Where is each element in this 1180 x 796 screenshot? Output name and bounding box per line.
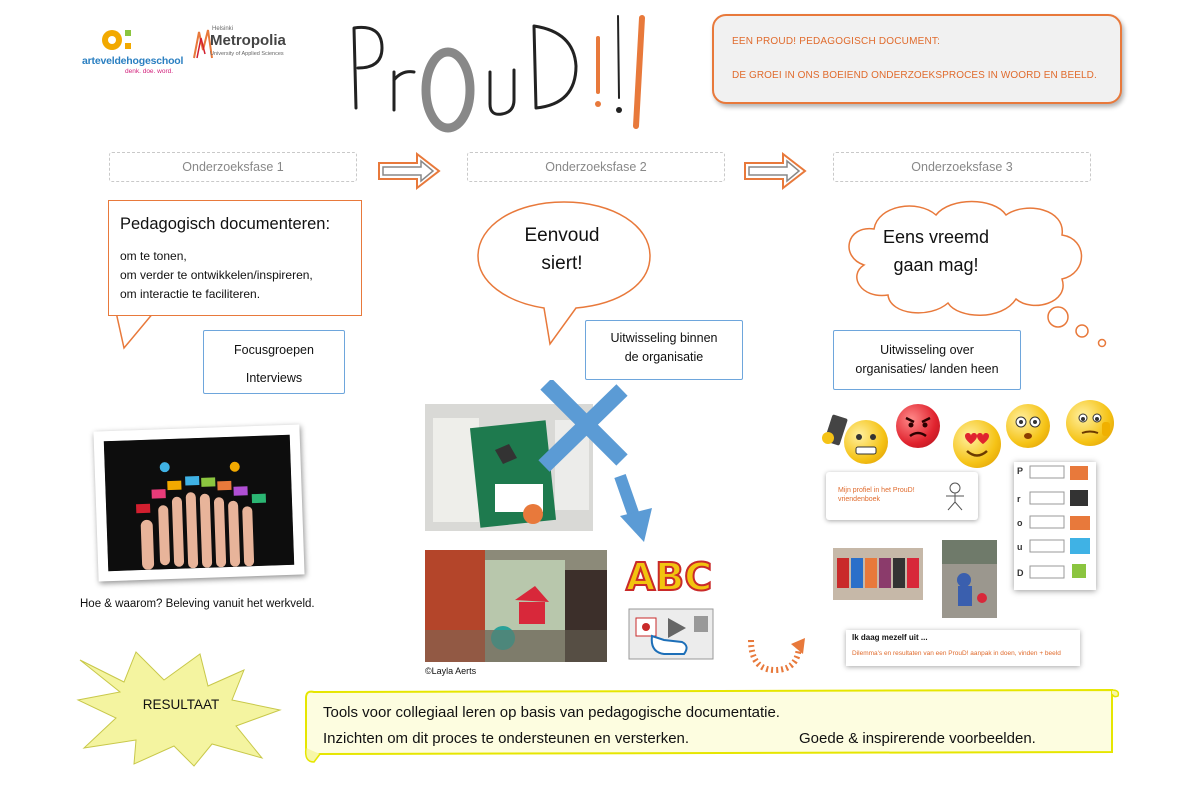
coats-image [833,548,923,600]
callout-line: om te tonen, [120,249,187,263]
cloud-line: gaan mag! [893,255,979,275]
callout-tail [114,312,194,352]
outdoor-image [942,540,997,618]
profile-card-text: Mijn profiel in het ProuD! vriendenboek [838,487,915,503]
proud-title [344,8,664,136]
emoji-heart-eyes-icon [953,420,1001,468]
pedagogisch-callout [108,200,362,316]
svg-text:P: P [1017,466,1024,476]
thought-cloud-text [876,223,996,279]
figure-icon [940,480,970,512]
challenge-subtitle: Dilemma's en resultaten van een ProuD! aanpak in doen, vinden + beeld [852,650,1061,657]
right-arrow-icon [743,152,807,190]
metropolia-city: Helsinki [212,26,234,32]
challenge-card [846,630,1080,666]
artevelde-logo [82,28,184,83]
outdoor-photo [942,540,997,618]
photo-credit: ©Layla Aerts [425,666,477,676]
artevelde-mark-icon [102,28,132,52]
exchange-within-line: de organisatie [624,350,704,364]
callout-lines [120,247,313,304]
abc-icon [623,552,715,598]
header-line-1: EEN PROUD! PEDAGOGISCH DOCUMENT: [732,36,941,47]
result-line-2: Inzichten om dit proces te ondersteunen en versterken. [323,730,690,747]
exchange-across-line: Uitwisseling over [880,343,974,357]
result-scroll [300,686,1120,766]
bubble-line: siert! [541,253,583,274]
child-photo [425,550,607,662]
child-image [425,550,607,662]
phase-2-label: Onderzoeksfase 2 [467,152,725,182]
hands-image [104,435,294,571]
exchange-within-line: Uitwisseling binnen [610,331,718,345]
profile-card [826,472,978,520]
metropolia-logo [192,26,292,84]
bubble-line: Eenvoud [524,225,600,246]
hands-photo [93,424,304,581]
exchange-within-box [585,320,743,380]
phase-1-caption: Hoe & waarom? Beleving vanuit het werkveld. [80,598,315,610]
artevelde-tagline: denk. doe. word. [125,68,174,75]
emoji-thinking-icon [1006,404,1050,448]
speech-bubble-text [492,222,632,278]
challenge-title: Ik daag mezelf uit ... [852,633,928,642]
header-line-2: DE GROEI IN ONS BOEIEND ONDERZOEKSPROCES IN WOORD EN BEELD. [732,70,1097,81]
result-label: RESULTAAT [142,697,220,712]
steps-card [1014,462,1096,590]
emoji-wondering-icon [1066,400,1114,446]
coats-photo [833,548,923,600]
cross-icon [538,380,664,546]
svg-text:D: D [1017,568,1024,578]
header-box [712,14,1122,104]
exchange-across-box [833,330,1021,390]
callout-title: Pedagogisch documenteren: [120,215,331,233]
callout-line: om interactie te faciliteren. [120,287,261,301]
proud-title-text: ProuD!!! [344,8,348,9]
emoji-angry-icon [896,404,940,448]
right-arrow-icon [377,152,441,190]
steps-image [1014,462,1096,590]
callout-line: om verder te ontwikkelen/inspireren, [120,268,313,282]
phase-3-label: Onderzoeksfase 3 [833,152,1091,182]
click-icon [628,608,714,660]
curl-arrow-icon [745,630,807,674]
emoji-grimace-icon [844,420,888,464]
result-line-3: Goede & inspirerende voorbeelden. [799,730,1036,747]
down-arrow-icon [620,508,652,542]
method-focusgroepen: Focusgroepen [234,343,314,357]
cloud-line: Eens vreemd [882,227,990,247]
svg-text:u: u [1017,542,1023,552]
artevelde-name: arteveldehogeschool [82,55,184,67]
methods-box [203,330,345,394]
svg-text:o: o [1017,518,1023,528]
result-line-1: Tools voor collegiaal leren op basis van pedagogische documentatie. [323,704,780,721]
phase-1-label: Onderzoeksfase 1 [109,152,357,182]
metropolia-name: Metropolia [210,32,286,49]
svg-text:r: r [1017,494,1021,504]
abc-text: ABC [625,555,713,598]
exchange-across-line: organisaties/ landen heen [855,362,999,376]
metropolia-subtitle: University of Applied Sciences [210,51,284,57]
method-interviews: Interviews [245,371,303,385]
